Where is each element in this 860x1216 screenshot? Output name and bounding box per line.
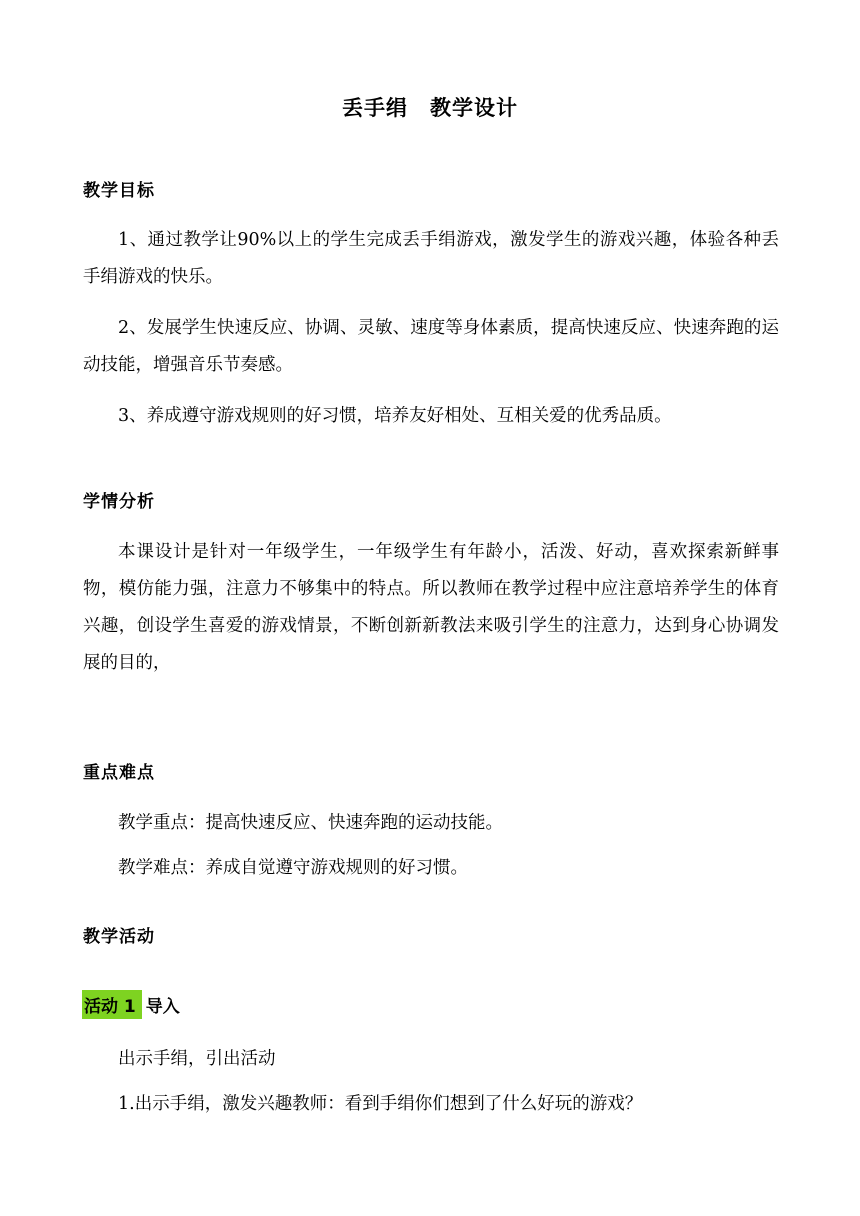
section-heading-analysis: 学情分析 <box>83 492 155 512</box>
activity-1-intro: 出示手绢，引出活动 <box>118 1049 276 1069</box>
key-point-focus: 教学重点：提高快速反应、快速奔跑的运动技能。 <box>118 813 503 833</box>
document-title: 丢手绢 教学设计 <box>342 96 518 120</box>
section-heading-objectives: 教学目标 <box>83 181 155 201</box>
activity-1-heading <box>82 990 180 1019</box>
section-heading-key-points: 重点难点 <box>83 763 155 783</box>
analysis-paragraph: 本课设计是针对一年级学生，一年级学生有年龄小，活泼、好动，喜欢探索新鲜事物，模仿能力强，注意力不够集中的特点。所以教师在教学过程中应注意培养学生的体育兴趣，创设学生喜爱的游戏情景，不断创新新教法来吸引学生的注意力，达到身心协调发展的目的， <box>83 542 779 673</box>
objective-item-1: 1、通过教学让90%以上的学生完成丢手绢游戏，激发学生的游戏兴趣，体验各种丢手绢游戏的快乐。 <box>83 230 779 287</box>
objective-item-2: 2、发展学生快速反应、协调、灵敏、速度等身体素质，提高快速反应、快速奔跑的运动技能，增强音乐节奏感。 <box>83 318 779 375</box>
activity-1-label: 导入 <box>145 997 180 1017</box>
activity-1-step-1: 1.出示手绢，激发兴趣教师：看到手绢你们想到了什么好玩的游戏？ <box>118 1094 643 1114</box>
key-point-difficulty: 教学难点：养成自觉遵守游戏规则的好习惯。 <box>118 858 468 878</box>
activity-1-tag: 活动 1 <box>82 990 142 1019</box>
objective-item-3: 3、养成遵守游戏规则的好习惯，培养友好相处、互相关爱的优秀品质。 <box>118 406 672 426</box>
section-heading-activities: 教学活动 <box>83 927 155 947</box>
